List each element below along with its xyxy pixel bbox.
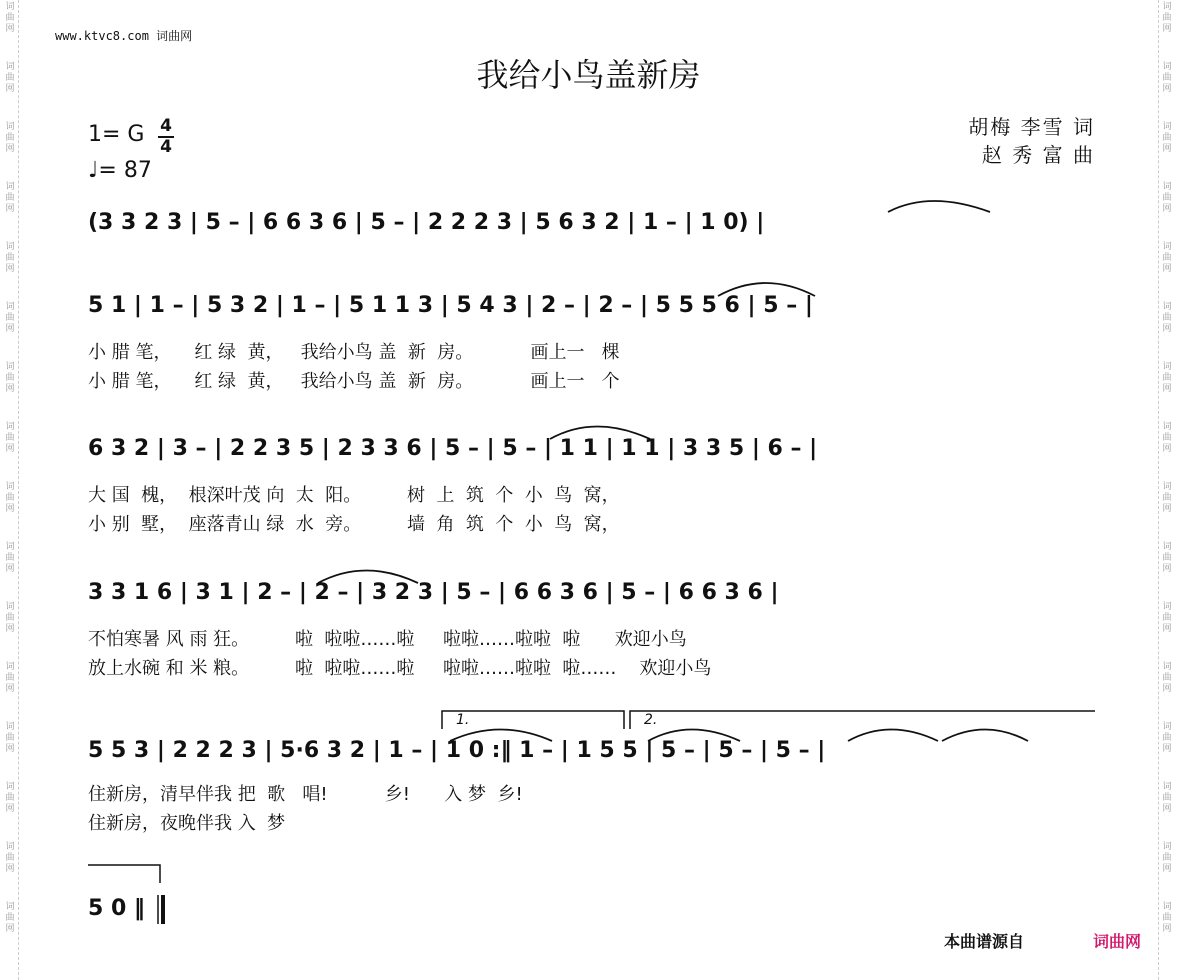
watermark-glyphs: 词 曲 网 xyxy=(1162,2,1172,34)
system-1-notes: (3 3 2 3 | 5 – | 6 6 3 6 | 5 – | 2 2 2 3 | 5 6 3 2 | 1 – | 1 0) | xyxy=(88,210,765,235)
watermark-glyphs: 词 曲 网 xyxy=(1162,842,1172,874)
watermark-glyphs: 词 曲 网 xyxy=(5,122,15,154)
composer-credit: 赵 秀 富 曲 xyxy=(981,143,1095,167)
watermark-glyphs: 词 曲 网 xyxy=(5,902,15,934)
key-signature: 1= G xyxy=(88,122,145,147)
system-4-notes: 3 3 1 6 | 3 1 | 2 – | 2 – | 3 2 3 | 5 – | 6 6 3 6 | 5 – | 6 6 3 6 | xyxy=(88,580,779,605)
system-3-lyrics-verse-1: 大 国 槐， 根深叶茂 向 太 阳。 树 上 筑 个 小 鸟 窝， xyxy=(88,485,620,506)
tie-arc xyxy=(550,427,650,440)
system-2-lyrics-verse-2: 小 腊 笔， 红 绿 黄， 我给小鸟 盖 新 房。 画上一 个 xyxy=(88,371,620,392)
watermark-glyphs: 词 曲 网 xyxy=(5,242,15,274)
watermark-glyphs: 词 曲 网 xyxy=(5,302,15,334)
system-5-lyrics-verse-2: 住新房，夜晚伴我 入 梦 xyxy=(88,813,286,834)
time-signature-top: 4 xyxy=(160,116,172,136)
tie-arc xyxy=(848,730,938,742)
song-title: 我给小鸟盖新房 xyxy=(476,56,701,94)
volta-1: 1. xyxy=(456,712,470,728)
watermark-glyphs: 词 曲 网 xyxy=(1162,122,1172,154)
watermark-glyphs: 词 曲 网 xyxy=(5,362,15,394)
watermark-glyphs: 词 曲 网 xyxy=(1162,782,1172,814)
brand-link[interactable]: 词曲网 xyxy=(1093,932,1142,951)
watermark-glyphs: 词 曲 网 xyxy=(5,602,15,634)
watermark-glyphs: 词 曲 网 xyxy=(5,422,15,454)
watermark-glyphs: 词 曲 网 xyxy=(1162,662,1172,694)
watermark-glyphs: 词 曲 网 xyxy=(1162,602,1172,634)
watermark-glyphs: 词 曲 网 xyxy=(5,782,15,814)
watermark-glyphs: 词 曲 网 xyxy=(5,662,15,694)
watermark-glyphs: 词 曲 网 xyxy=(1162,542,1172,574)
watermark-glyphs: 词 曲 网 xyxy=(1162,362,1172,394)
watermark-glyphs: 词 曲 网 xyxy=(1162,422,1172,454)
watermark-glyphs: 词 曲 网 xyxy=(1162,902,1172,934)
system-3-notes: 6 3 2 | 3 – | 2 2 3 5 | 2 3 3 6 | 5 – | 5 – | 1 1 | 1 1 | 3 3 5 | 6 – | xyxy=(88,436,818,461)
tie-arc xyxy=(450,730,552,742)
volta-1-bracket xyxy=(442,711,624,729)
system-4-lyrics-verse-1: 不怕寒暑 风 雨 狂。 啦 啦啦……啦 啦啦……啦啦 啦 欢迎小鸟 xyxy=(88,629,687,650)
watermark-glyphs: 词 曲 网 xyxy=(5,62,15,94)
lyricist-credit: 胡梅 李雪 词 xyxy=(968,115,1095,139)
system-3-lyrics-verse-2: 小 别 墅， 座落青山 绿 水 旁。 墙 角 筑 个 小 鸟 窝， xyxy=(88,514,620,535)
tempo-value: = 87 xyxy=(98,158,152,183)
tie-arc xyxy=(942,730,1028,742)
volta-2: 2. xyxy=(644,712,658,728)
watermark-glyphs: 词 曲 网 xyxy=(5,182,15,214)
watermark-glyphs: 词 曲 网 xyxy=(5,722,15,754)
volta-2-bracket xyxy=(630,711,1095,729)
system-2-notes: 5 1 | 1 – | 5 3 2 | 1 – | 5 1 1 3 | 5 4 3 | 2 – | 2 – | 5 5 5 6 | 5 – | xyxy=(88,293,813,318)
watermark-glyphs: 词 曲 网 xyxy=(1162,482,1172,514)
system-6-notes: 5 0 ‖ xyxy=(88,896,145,921)
watermark-glyphs: 词 曲 网 xyxy=(1162,722,1172,754)
volta-continue-bracket xyxy=(88,865,160,883)
watermark-glyphs: 词 曲 网 xyxy=(1162,302,1172,334)
watermark-glyphs: 词 曲 网 xyxy=(1162,182,1172,214)
source-label: 本曲谱源自 xyxy=(944,932,1025,951)
quarter-note-icon: ♩ xyxy=(88,158,99,183)
watermark-glyphs: 词 曲 网 xyxy=(1162,242,1172,274)
watermark-glyphs: 词 曲 网 xyxy=(5,542,15,574)
tie-arc xyxy=(648,730,740,742)
system-2-lyrics-verse-1: 小 腊 笔， 红 绿 黄， 我给小鸟 盖 新 房。 画上一 棵 xyxy=(88,342,620,363)
watermark-glyphs: 词 曲 网 xyxy=(5,842,15,874)
tie-arc xyxy=(888,201,990,212)
watermark-glyphs: 词 曲 网 xyxy=(5,2,15,34)
watermark-glyphs: 词 曲 网 xyxy=(1162,62,1172,94)
system-4-lyrics-verse-2: 放上水碗 和 米 粮。 啦 啦啦……啦 啦啦……啦啦 啦…… 欢迎小鸟 xyxy=(88,658,712,679)
site-url: www.ktvc8.com 词曲网 xyxy=(55,29,193,43)
tie-arc xyxy=(718,283,815,296)
tie-arc xyxy=(318,571,418,584)
watermark-glyphs: 词 曲 网 xyxy=(5,482,15,514)
system-5-lyrics-verse-1: 住新房，清早伴我 把 歌 唱! 乡! 入 梦 乡! xyxy=(88,784,523,805)
time-signature-bottom: 4 xyxy=(160,137,172,157)
system-5-notes: 5 5 3 | 2 2 2 3 | 5·6 3 2 | 1 – | 1 0 :‖ 1 – | 1 5 5 | 5 – | 5 – | 5 – | xyxy=(88,738,826,763)
